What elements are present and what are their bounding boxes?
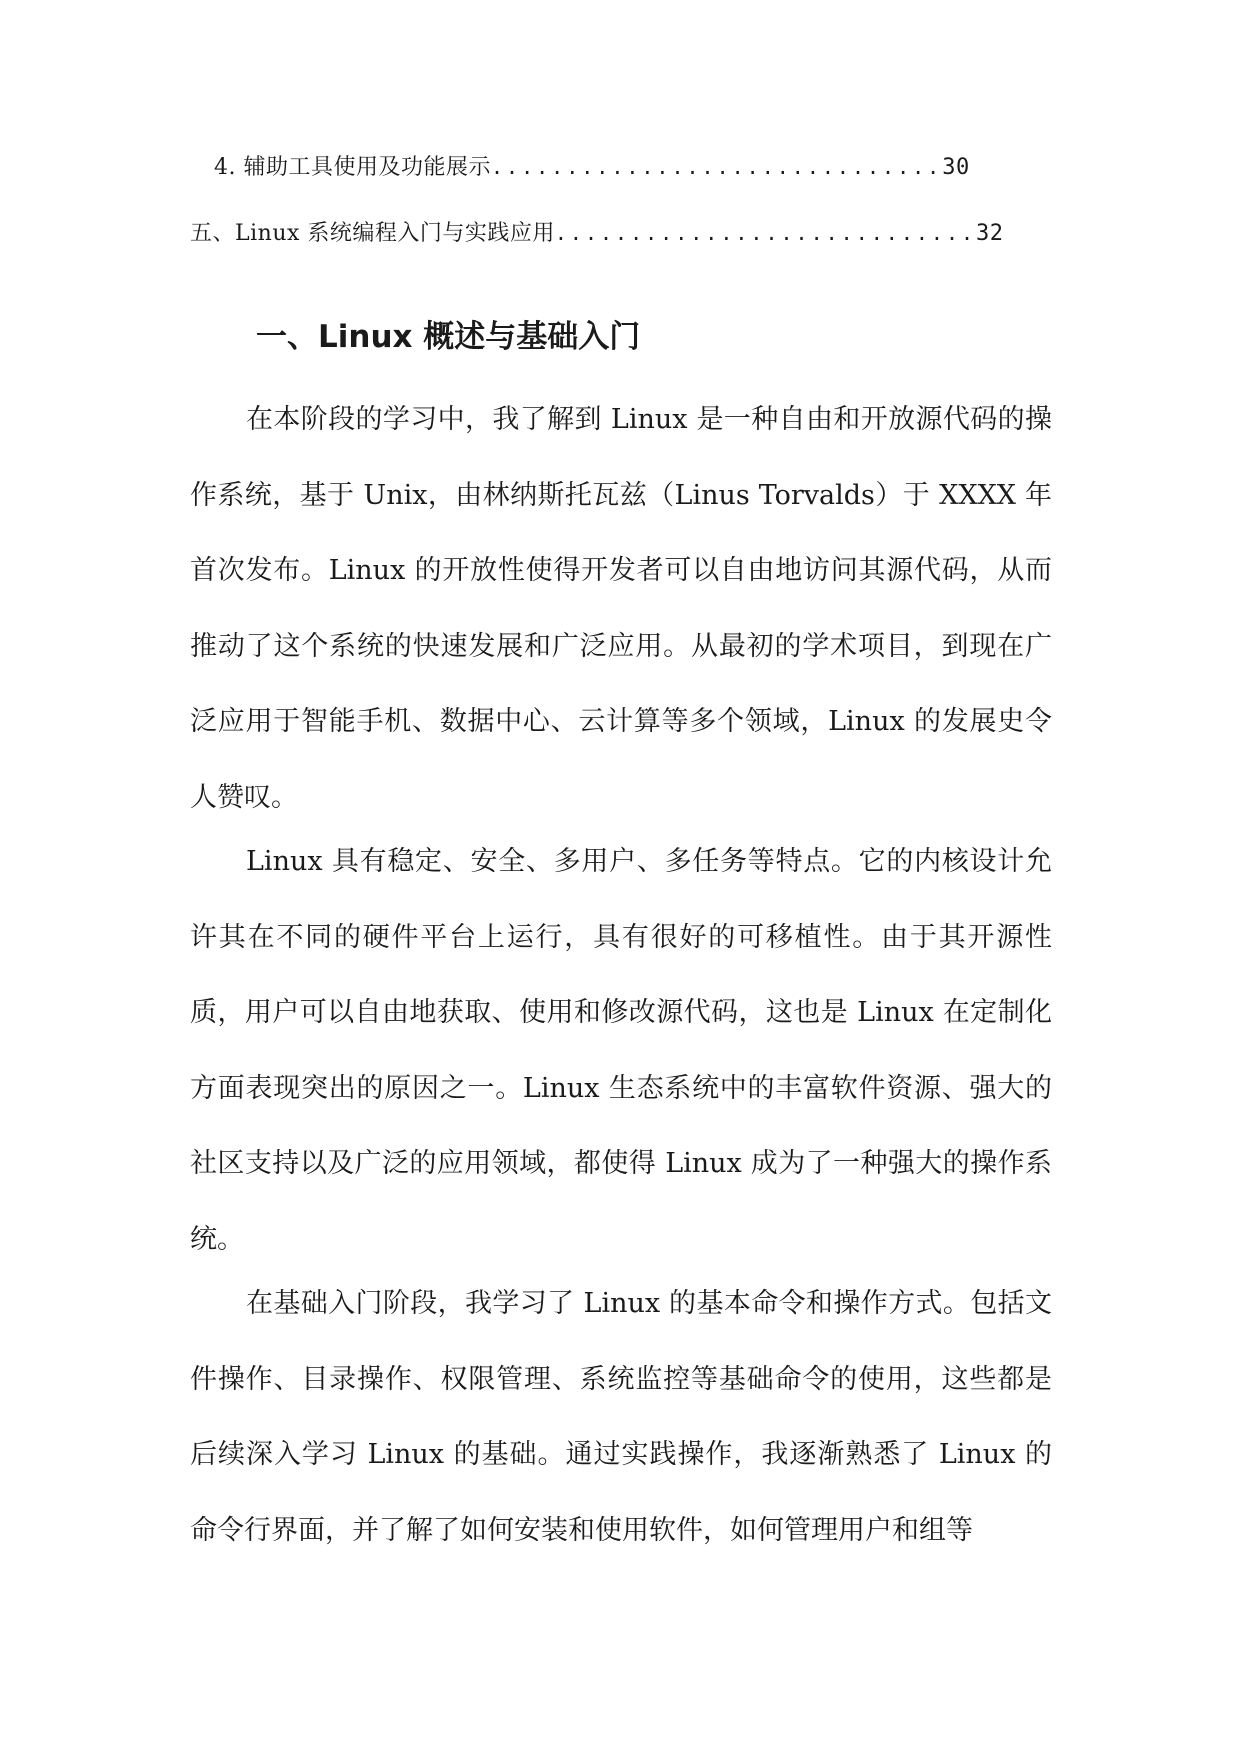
toc-dot-leader: ............................ bbox=[554, 221, 977, 245]
toc-dot-leader: .............................. bbox=[490, 155, 943, 179]
body-paragraph: Linux 具有稳定、安全、多用户、多任务等特点。它的内核设计允许其在不同的硬件平台上运行，具有很好的可移植性。由于其开源性质，用户可以自由地获取、使用和修改源代码，这也是 Linux 在定制化方面表现突出的原因之一。Linux 生态系统中的丰富软件资源、强大的社区支持以及广泛的应用领域，都使得 Linux 成为了一种强大的操作系统。 bbox=[190, 846, 1052, 1255]
section-heading: 一、Linux 概述与基础入门 bbox=[256, 319, 641, 355]
toc-entry-label: 五、Linux 系统编程入门与实践应用 bbox=[190, 221, 555, 246]
toc-page-number: 32 bbox=[976, 221, 1004, 246]
body-paragraph: 在基础入门阶段，我学习了 Linux 的基本命令和操作方式。包括文件操作、目录操作、权限管理、系统监控等基础命令的使用，这些都是后续深入学习 Linux 的基础。通过实践操作，我逐渐熟悉了 Linux 的命令行界面，并了解了如何安装和使用软件，如何管理用户和组等 bbox=[190, 1288, 1052, 1546]
toc-entry[interactable] bbox=[190, 216, 1004, 256]
toc-page-number: 30 bbox=[942, 155, 970, 180]
toc-entry[interactable] bbox=[214, 150, 970, 190]
body-paragraph: 在本阶段的学习中，我了解到 Linux 是一种自由和开放源代码的操作系统，基于 Unix，由林纳斯托瓦兹（Linus Torvalds）于 XXXX 年首次发布。Linux 的开放性使得开发者可以自由地访问其源代码，从而推动了这个系统的快速发展和广泛应用。从最初的学术项目，到现在广泛应用于智能手机、数据中心、云计算等多个领域，Linux 的发展史令人赞叹。 bbox=[190, 404, 1052, 813]
toc-entry-label: 4. 辅助工具使用及功能展示 bbox=[214, 155, 491, 180]
